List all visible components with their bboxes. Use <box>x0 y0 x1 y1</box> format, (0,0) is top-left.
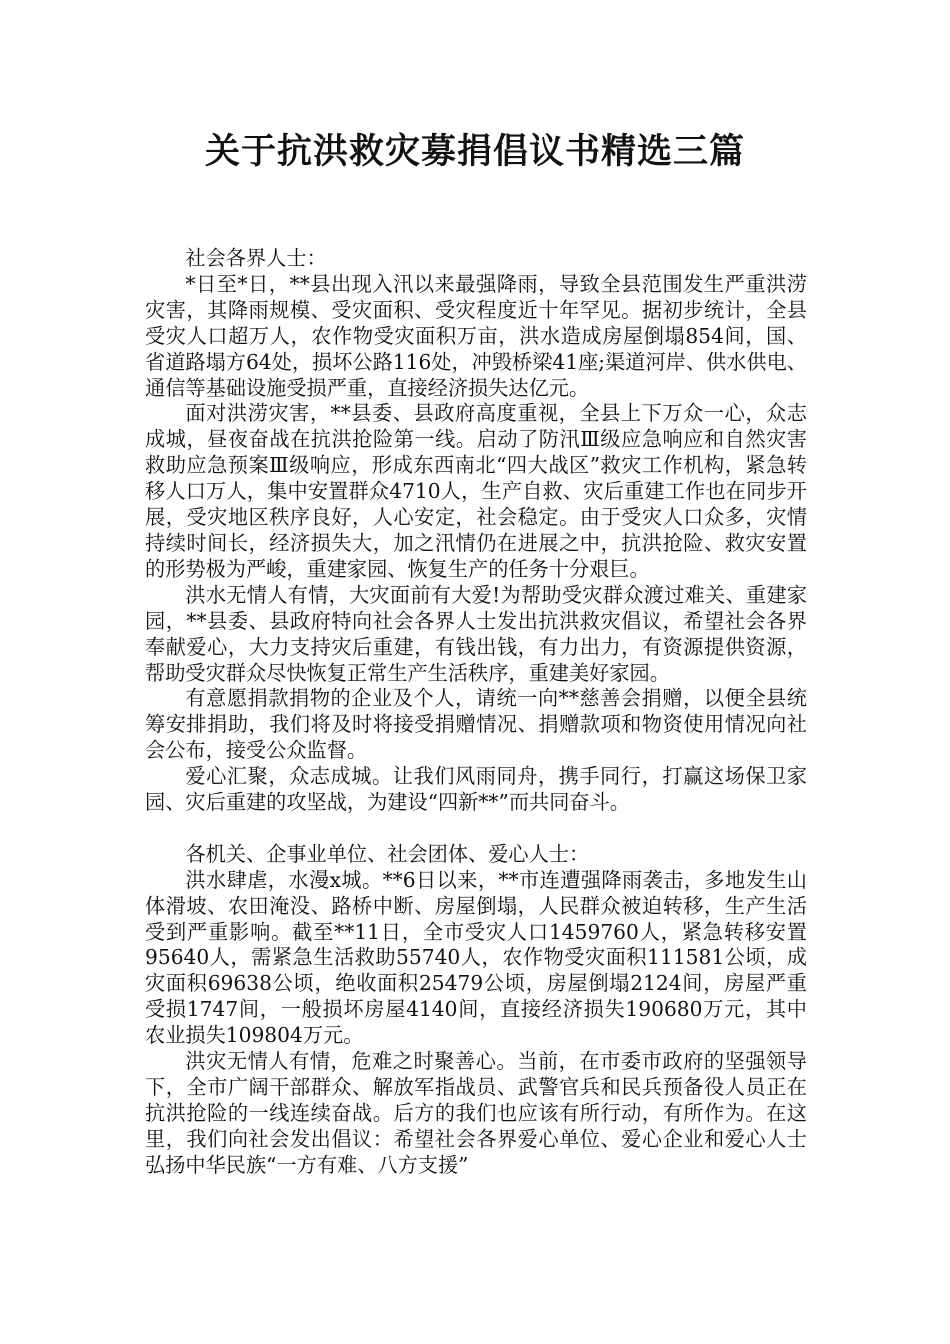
section-divider <box>145 816 807 842</box>
paragraph: *日至*日，**县出现入汛以来最强降雨，导致全县范围发生严重洪涝灾害，其降雨规模、受灾面积、受灾程度近十年罕见。据初步统计，全县受灾人口超万人，农作物受灾面积万亩，洪水造成房屋倒塌854间，国、省道路塌方64处，损坏公路116处，冲毁桥梁41座;渠道河岸、供水供电、通信等基础设施受损严重，直接经济损失达亿元。 <box>145 271 807 400</box>
section-2 <box>145 842 807 1179</box>
document-title: 关于抗洪救灾募捐倡议书精选三篇 <box>204 132 745 172</box>
salutation: 各机关、企事业单位、社会团体、爱心人士： <box>185 841 590 866</box>
document-body <box>145 246 807 1179</box>
paragraph: 有意愿捐款捐物的企业及个人，请统一向**慈善会捐赠，以便全县统筹安排捐助，我们将及时将接受捐赠情况、捐赠款项和物资使用情况向社会公布，接受公众监督。 <box>145 686 807 763</box>
paragraph: 洪水肆虐，水漫x城。**6日以来，**市连遭强降雨袭击，多地发生山体滑坡、农田淹没、路桥中断、房屋倒塌，人民群众被迫转移，生产生活受到严重影响。截至**11日，全市受灾人口1459760人，紧急转移安置95640人，需紧急生活救助55740人，农作物受灾面积111581公顷，成灾面积69638公顷，绝收面积25479公顷，房屋倒塌2124间，房屋严重受损1747间，一般损坏房屋4140间，直接经济损失190680万元，其中农业损失109804万元。 <box>145 867 807 1048</box>
paragraph: 洪灾无情人有情，危难之时聚善心。当前，在市委市政府的坚强领导下，全市广阔干部群众、解放军指战员、武警官兵和民兵预备役人员正在抗洪抢险的一线连续奋战。后方的我们也应该有所行动，有所作为。在这里，我们向社会发出倡议：希望社会各界爱心单位、爱心企业和爱心人士弘扬中华民族“一方有难、八方支援” <box>145 1049 807 1177</box>
paragraph: 洪水无情人有情，大灾面前有大爱!为帮助受灾群众渡过难关、重建家园，**县委、县政府特向社会各界人士发出抗洪救灾倡议，希望社会各界奉献爱心，大力支持灾后重建，有钱出钱，有力出力，有资源提供资源，帮助受灾群众尽快恢复正常生产生活秩序，重建美好家园。 <box>145 582 807 685</box>
paragraph: 面对洪涝灾害，**县委、县政府高度重视，全县上下万众一心，众志成城，昼夜奋战在抗洪抢险第一线。启动了防汛Ⅲ级应急响应和自然灾害救助应急预案Ⅲ级响应，形成东西南北“四大战区”救灾工作机构，紧急转移人口万人，集中安置群众4710人，生产自救、灾后重建工作也在同步开展，受灾地区秩序良好，人心安定，社会稳定。由于受灾人口众多，灾情持续时间长，经济损失大，加之汛情仍在进展之中，抗洪抢险、救灾安置的形势极为严峻，重建家园、恢复生产的任务十分艰巨。 <box>145 401 807 581</box>
paragraph: 爱心汇聚，众志成城。让我们风雨同舟，携手同行，打赢这场保卫家园、灾后重建的攻坚战，为建设“四新**”而共同奋斗。 <box>145 764 807 815</box>
section-1 <box>145 246 807 816</box>
salutation: 社会各界人士： <box>185 246 327 270</box>
